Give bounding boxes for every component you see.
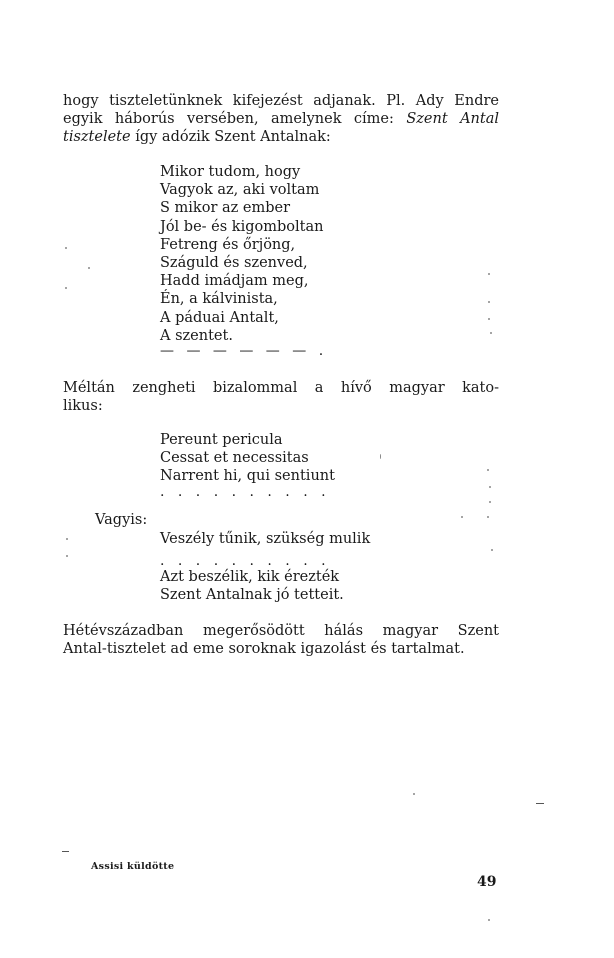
poem-line: A szentet.	[160, 327, 233, 344]
verse-line: Veszély tűnik, szükség mulik	[160, 531, 371, 547]
verse-line: Cessat et necessitas	[160, 450, 309, 467]
scan-speck	[66, 538, 68, 540]
scan-speck	[487, 469, 489, 471]
catholic-paragraph	[63, 379, 499, 415]
verse-line: Szent Antalnak jó tetteit.	[160, 587, 344, 604]
poem-line: Én, a kálvinista,	[160, 291, 278, 308]
closing-paragraph	[63, 622, 499, 658]
scan-speck	[491, 549, 493, 551]
scan-speck	[489, 501, 491, 503]
poem-title-part-2: tisztelete	[63, 129, 131, 145]
scan-speck	[65, 247, 67, 249]
catholic-line-1: Méltán zengheti bizalommal a hívő magyar kato-	[63, 380, 499, 396]
scan-mark	[62, 851, 69, 852]
latin-verse	[160, 431, 335, 486]
scan-speck	[380, 454, 381, 459]
scan-speck	[413, 793, 415, 795]
hungarian-verse-part-2	[160, 568, 344, 604]
scan-mark	[536, 803, 544, 804]
poem-line: Száguld és szenved,	[160, 255, 308, 272]
ady-poem	[160, 163, 323, 345]
page-number: 49	[477, 874, 497, 890]
scan-speck	[488, 273, 490, 275]
poem-line: Vagyok az, aki voltam	[160, 182, 320, 199]
verse-line: Pereunt pericula	[160, 432, 283, 448]
poem-line: Mikor tudom, hogy	[160, 164, 301, 180]
scan-speck	[66, 555, 68, 557]
scan-speck	[490, 332, 492, 334]
poem-line: Fetreng és őrjöng,	[160, 236, 296, 253]
scan-speck	[488, 318, 490, 320]
scan-speck	[489, 486, 491, 488]
poem-line: S mikor az ember	[160, 200, 291, 217]
intro-line-3-text: így adózik Szent Antalnak:	[130, 129, 331, 145]
intro-line-2-text: egyik háborús versében, amelynek címe:	[63, 111, 407, 127]
poem-line: A páduai Antalt,	[160, 309, 279, 326]
scan-speck	[65, 287, 67, 289]
poem-title-part-1: Szent Antal	[406, 111, 499, 127]
closing-line-2: Antal-tisztelet ad eme soroknak igazolást és tartalmat.	[63, 641, 465, 657]
verse-line: Azt beszélik, kik érezték	[160, 569, 340, 585]
hungarian-verse-part-1	[160, 530, 370, 548]
intro-line-1: hogy tiszteletünknek kifejezést adjanak. Pl. Ady Endre	[63, 93, 499, 109]
scan-speck	[88, 267, 90, 269]
intro-paragraph	[63, 92, 499, 146]
latin-omission-dots: . . . . . . . . . .	[160, 484, 331, 500]
running-title: Assisi küldötte	[91, 861, 175, 872]
intro-line-3	[63, 128, 499, 146]
hungarian-omission-dots: . . . . . . . . . .	[160, 553, 331, 569]
poem-omission-dashes: — — — — — — .	[160, 343, 328, 359]
intro-line-2	[63, 110, 499, 128]
verse-line: Narrent hi, qui sentiunt	[160, 468, 335, 485]
poem-line: Jól be- és kigomboltan	[160, 218, 324, 235]
catholic-line-2: likus:	[63, 398, 103, 414]
closing-line-1: Hétévszázadban megerősödött hálás magyar Szent	[63, 623, 499, 639]
scan-speck	[488, 919, 490, 921]
scan-speck	[487, 516, 489, 518]
scan-speck	[488, 301, 490, 303]
vagyis-label: Vagyis:	[95, 512, 148, 528]
scan-speck	[461, 516, 463, 518]
poem-line: Hadd imádjam meg,	[160, 273, 309, 290]
